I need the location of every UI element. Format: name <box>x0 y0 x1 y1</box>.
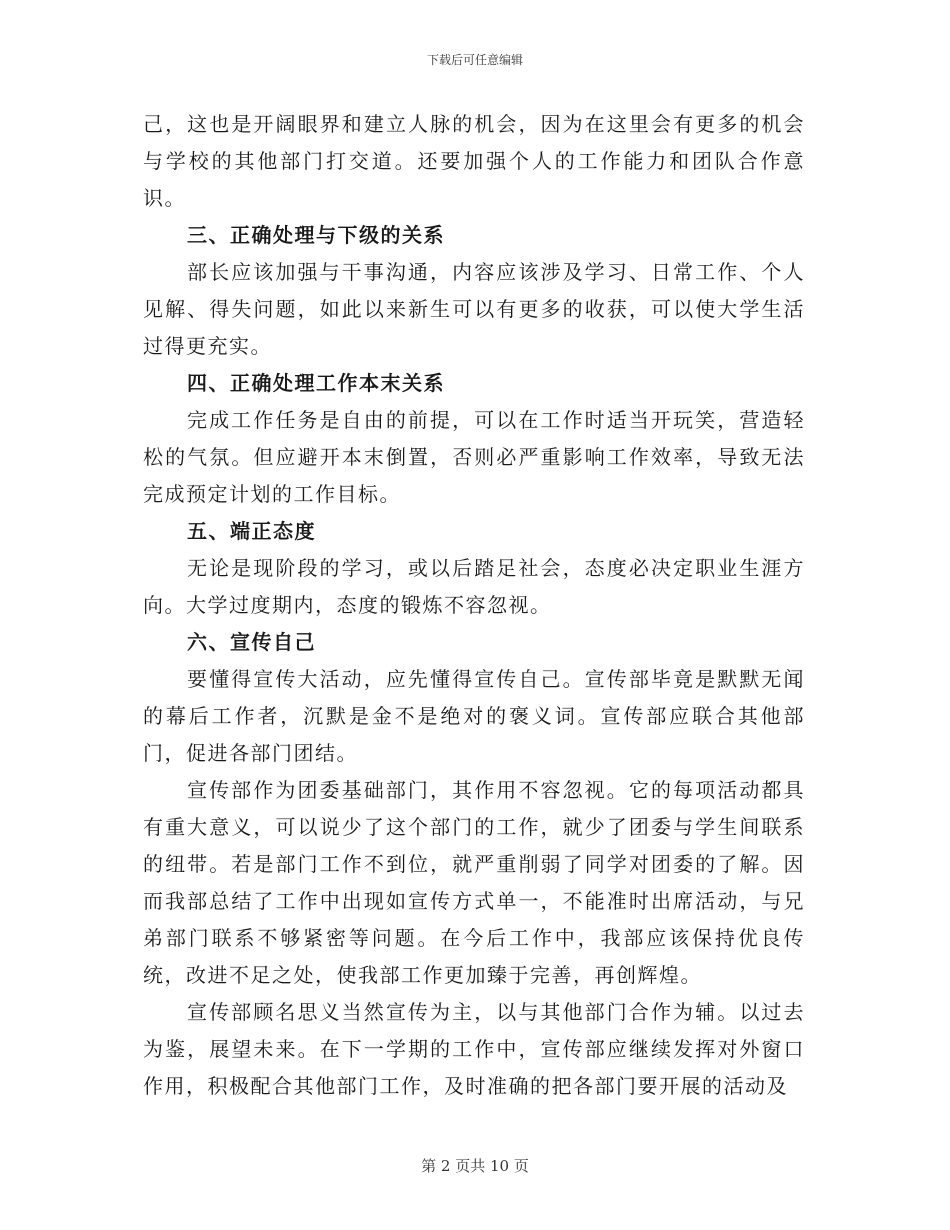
section-heading-6: 六、宣传自己 <box>187 630 316 654</box>
section-heading-3: 三、正确处理与下级的关系 <box>187 223 445 247</box>
section-heading-5: 五、端正态度 <box>187 519 316 543</box>
section-heading-4: 四、正确处理工作本末关系 <box>187 371 445 395</box>
paragraph-section-6-b: 宣传部作为团委基础部门，其作用不容忽视。它的每项活动都具有重大意义，可以说少了这个部门的工作，就少了团委与学生间联系的纽带。若是部门工作不到位，就严重削弱了同学对团委的了解。因而我部总结了工作中出现如宣传方式单一，不能准时出席活动，与兄弟部门联系不够紧密等问题。在今后工作中，我部应该保持优良传统，改进不足之处，使我部工作更加臻于完善，再创辉煌。 <box>143 778 805 987</box>
paragraph-section-6-c: 宣传部顾名思义当然宣传为主，以与其他部门合作为辅。以过去为鉴，展望未来。在下一学期的工作中，宣传部应继续发挥对外窗口作用，积极配合其他部门工作，及时准确的把各部门要开展的活动及 <box>143 1000 805 1098</box>
paragraph-section-4: 完成工作任务是自由的前提，可以在工作时适当开玩笑，营造轻松的气氛。但应避开本末倒置，否则必严重影响工作效率，导致无法完成预定计划的工作目标。 <box>143 408 805 506</box>
paragraph-section-5: 无论是现阶段的学习，或以后踏足社会，态度必决定职业生涯方向。大学过度期内，态度的锻炼不容忽视。 <box>143 556 805 617</box>
paragraph-section-3: 部长应该加强与干事沟通，内容应该涉及学习、日常工作、个人见解、得失问题，如此以来新生可以有更多的收获，可以使大学生活过得更充实。 <box>143 260 805 358</box>
document-body <box>143 106 805 1105</box>
paragraph-continuation: 己，这也是开阔眼界和建立人脉的机会，因为在这里会有更多的机会与学校的其他部门打交道。还要加强个人的工作能力和团队合作意识。 <box>143 112 805 210</box>
page-footer: 第 2 页共 10 页 <box>421 1157 529 1175</box>
page-header: 下载后可任意编辑 <box>426 53 523 67</box>
paragraph-section-6-a: 要懂得宣传大活动，应先懂得宣传自己。宣传部毕竟是默默无闻的幕后工作者，沉默是金不是绝对的褒义词。宣传部应联合其他部门，促进各部门团结。 <box>143 667 805 765</box>
